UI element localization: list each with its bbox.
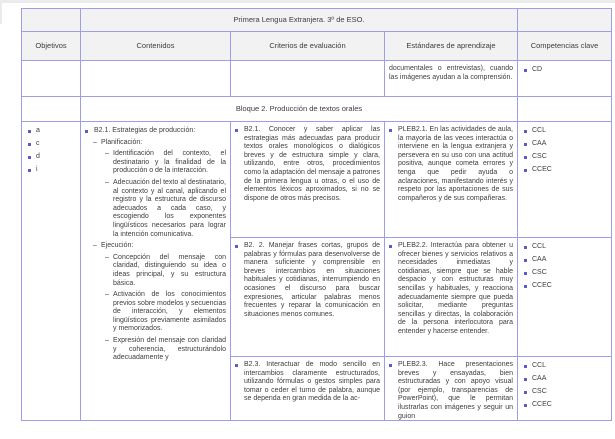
competencia-item: CCL <box>524 362 609 371</box>
table-title: Primera Lengua Extranjera. 3º de ESO. <box>233 14 365 24</box>
page-edge-artifact <box>0 0 2 24</box>
competencias-cell <box>518 61 612 97</box>
criterio-text: B2. 2. Manejar frases cortas, grupos de palabras y fórmulas para desenvolverse de manera suficiente y comprensible en breves intercambios en situaciones habituales y cotidianas, interrumpiendo en ocasiones el discurso para buscar expresiones, articular palabras menos frecuentes y reparar la comunicación en situaciones menos comunes. <box>231 238 384 322</box>
square-bullet-icon <box>28 130 31 133</box>
estandar-continuation-cell <box>385 61 518 97</box>
square-bullet-icon <box>389 129 392 132</box>
criterio-text: B2.1. Conocer y saber aplicar las estrategias más adecuadas para producir textos orales monológicos o dialógicos breves y de estructura simple y clara, utilizando, entre otros, procedimientos como la adaptación del mensaje a patrones de la primera lengua u otras, o el uso de elementos léxicos aproximados, si no se dispone de otros más precisos. <box>231 122 384 206</box>
contenidos-item: – Ejecución: <box>93 242 226 251</box>
square-bullet-icon <box>389 245 392 248</box>
competencia-item: CCL <box>524 127 609 136</box>
title-row <box>22 9 612 32</box>
objetivo-item: c <box>28 140 78 149</box>
competencia-item: CD <box>524 66 609 75</box>
contenidos-cell <box>81 122 231 421</box>
empty-cell <box>22 61 81 97</box>
estandar-cell <box>385 238 518 357</box>
empty-cell <box>518 97 612 122</box>
bloque-title-cell <box>81 97 518 122</box>
square-bullet-icon <box>524 156 527 159</box>
criterio-text: B2.3. Interactuar de modo sencillo en intercambios claramente estructurados, utilizando fórmulas o gestos simples para tomar o ceder el turno de palabra, aunque se dependa en gran medida de la ac- <box>231 357 384 407</box>
estandar-text: PLEB2.1. En las actividades de aula, la mayoría de las veces interactúa o interviene en la lengua extranjera y persevera en su uso con una actitud positiva, aunque cometa errores y tenga que pedir ayuda o aclaraciones, manifestando interés y respeto por las aportaciones de sus compañeros y de sus compañeras. <box>385 122 517 206</box>
empty-cell <box>22 97 81 122</box>
estandar-cell <box>385 122 518 238</box>
objetivo-item: a <box>28 127 78 136</box>
competencia-item: CCL <box>524 243 609 252</box>
competencia-item: CAA <box>524 140 609 149</box>
square-bullet-icon <box>524 130 527 133</box>
square-bullet-icon <box>524 246 527 249</box>
competencia-item: CCEC <box>524 401 609 410</box>
competencia-item: CSC <box>524 153 609 162</box>
square-bullet-icon <box>524 272 527 275</box>
competencias-cell <box>518 357 612 421</box>
estandar-cell <box>385 357 518 421</box>
criterio-cell <box>231 357 385 421</box>
contenidos-item: – Concepción del mensaje con claridad, distinguiendo su idea o ideas principal, y su estructura básica. <box>105 254 226 288</box>
contenidos-item: – Planificación: <box>93 139 226 148</box>
competencia-item: CAA <box>524 256 609 265</box>
square-bullet-icon <box>524 143 527 146</box>
bloque-title: Bloque 2. Producción de textos orales <box>235 103 363 113</box>
bloque-row <box>22 97 612 122</box>
contenidos-item: – Activación de los conocimientos previos sobre modelos y secuencias de interacción, y elementos lingüísticos previamente asimilados y memorizados. <box>105 291 226 334</box>
table-title-cell <box>81 9 518 32</box>
estandar-text: PLEB2.3. Hace presentaciones breves y ensayadas, bien estructuradas y con apoyo visual (por ejemplo, transparencias de PowerPoint), que le permitan ilustrarlas con imágenes y seguir un guion <box>385 357 517 420</box>
square-bullet-icon <box>389 364 392 367</box>
empty-cell <box>22 9 81 32</box>
objetivo-item: i <box>28 166 78 175</box>
column-header-criterios: Criterios de evaluación <box>231 32 385 61</box>
square-bullet-icon <box>524 259 527 262</box>
competencias-cell <box>518 122 612 238</box>
column-header-contenidos: Contenidos <box>81 32 231 61</box>
competencia-item: CSC <box>524 269 609 278</box>
square-bullet-icon <box>235 129 238 132</box>
column-header-estandares: Estándares de aprendizaje <box>385 32 518 61</box>
objetivo-item: d <box>28 153 78 162</box>
page-edge-artifact <box>0 0 615 3</box>
table-row <box>22 122 612 238</box>
objetivos-cell <box>22 122 81 421</box>
criterio-cell <box>231 238 385 357</box>
criterio-cell <box>231 122 385 238</box>
contenidos-item: – Expresión del mensaje con claridad y coherencia, estructurándolo adecuadamente y <box>105 337 226 363</box>
square-bullet-icon <box>524 378 527 381</box>
square-bullet-icon <box>524 285 527 288</box>
estandar-text: PLEB2.2. Interactúa para obtener u ofrecer bienes y servicios relativos a necesidades inmediatas y cotidianas, siempre que se hable despacio y con estructuras muy sencillas y habituales, y reacciona adecuadamente siempre que pueda solicitar, mediante preguntas sencillas y directas, la colaboración de la persona interlocutora para entender y hacerse entender. <box>385 238 517 340</box>
competencia-item: CCEC <box>524 282 609 291</box>
square-bullet-icon <box>235 245 238 248</box>
empty-cell <box>81 61 231 97</box>
square-bullet-icon <box>524 169 527 172</box>
square-bullet-icon <box>235 364 238 367</box>
square-bullet-icon <box>524 69 527 72</box>
column-header-competencias: Competencias clave <box>518 32 612 61</box>
header-row <box>22 32 612 61</box>
curriculum-table <box>21 8 612 421</box>
column-header-objetivos: Objetivos <box>22 32 81 61</box>
estandar-continuation-text: documentales o entrevistas), cuando las imágenes ayudan a la comprensión. <box>389 65 513 81</box>
square-bullet-icon <box>28 156 31 159</box>
square-bullet-icon <box>28 169 31 172</box>
continuation-row <box>22 61 612 97</box>
contenidos-item: B2.1. Estrategias de producción: <box>85 127 226 136</box>
square-bullet-icon <box>28 143 31 146</box>
competencias-cell <box>518 238 612 357</box>
square-bullet-icon <box>524 365 527 368</box>
contenidos-item: – Identificación del contexto, el destinatario y la finalidad de la producción o de la interacción. <box>105 150 226 176</box>
empty-cell <box>518 9 612 32</box>
competencia-item: CSC <box>524 388 609 397</box>
square-bullet-icon <box>524 391 527 394</box>
square-bullet-icon <box>524 404 527 407</box>
contenidos-item: – Adecuación del texto al destinatario, al contexto y al canal, aplicando el registro y la estructura de discurso adecuados a cada caso, y escogiendo los exponentes lingüísticos necesarios para lograr la intención comunicativa. <box>105 179 226 239</box>
competencia-item: CCEC <box>524 166 609 175</box>
competencia-item: CAA <box>524 375 609 384</box>
square-bullet-icon <box>85 130 88 133</box>
empty-cell <box>231 61 385 97</box>
